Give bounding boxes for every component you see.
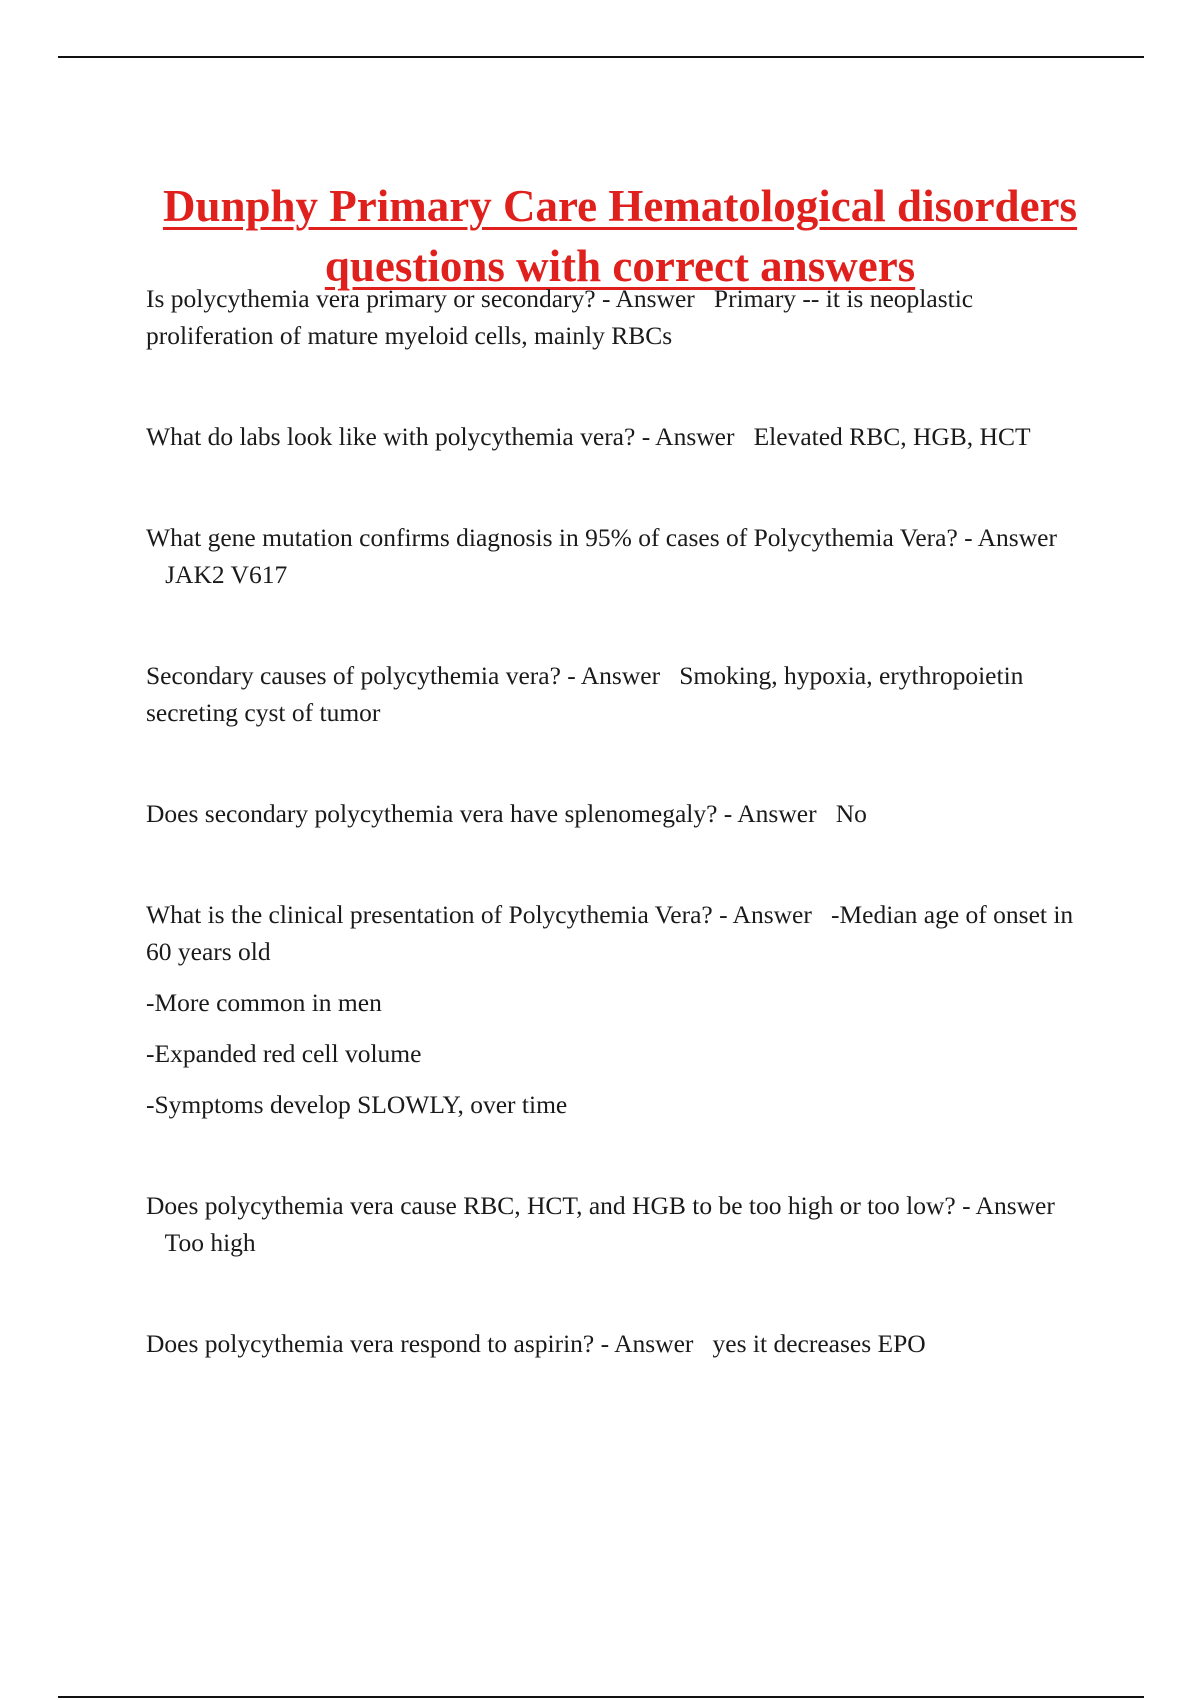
qa-item (146, 657, 1096, 731)
answer-text: JAK2 V617 (165, 560, 288, 589)
question-text: What gene mutation confirms diagnosis in 95% of cases of Polycythemia Vera? (146, 523, 958, 552)
qa-text (146, 519, 1096, 593)
qa-item (146, 418, 1096, 455)
document-title: Dunphy Primary Care Hematological disorders questions with correct answers (162, 181, 1078, 292)
qa-text (146, 1187, 1096, 1261)
answer-label: - Answer (719, 900, 812, 929)
qa-text (146, 280, 1096, 354)
answer-bullet: -Symptoms develop SLOWLY, over time (146, 1090, 568, 1119)
qa-list (146, 280, 1096, 1426)
answer-text: Smoking, hypoxia, erythropoietin secreting cyst of tumor (146, 661, 1024, 727)
question-text: Does polycythemia vera cause RBC, HCT, and HGB to be too high or too low? (146, 1191, 956, 1220)
bottom-rule (58, 1696, 1144, 1698)
top-rule (58, 56, 1144, 58)
qa-text (146, 657, 1096, 731)
answer-label: - Answer (723, 799, 817, 828)
qa-text (146, 418, 1096, 455)
answer-text: Too high (164, 1228, 256, 1257)
answer-text: Primary -- it is neoplastic proliferation of mature myeloid cells, mainly RBCs (146, 284, 974, 350)
qa-text (146, 1325, 1096, 1362)
answer-text: Elevated RBC, HGB, HCT (753, 422, 1031, 451)
answer-label: - Answer (962, 1191, 1055, 1220)
question-text: Does polycythemia vera respond to aspirin? (146, 1329, 595, 1358)
question-text: Does secondary polycythemia vera have splenomegaly? (146, 799, 718, 828)
answer-bullet: -Expanded red cell volume (146, 1039, 422, 1068)
qa-item (146, 280, 1096, 354)
answer-bullet: -More common in men (146, 988, 382, 1017)
answer-text: No (835, 799, 867, 828)
qa-item (146, 896, 1096, 1123)
question-text: Secondary causes of polycythemia vera? (146, 661, 561, 690)
qa-item (146, 1325, 1096, 1362)
qa-item (146, 1187, 1096, 1261)
qa-item (146, 519, 1096, 593)
answer-label: - Answer (600, 1329, 694, 1358)
question-text: What do labs look like with polycythemia vera? (146, 422, 636, 451)
question-text: What is the clinical presentation of Polycythemia Vera? (146, 900, 713, 929)
qa-item (146, 795, 1096, 832)
answer-text: yes it decreases EPO (712, 1329, 926, 1358)
question-text: Is polycythemia vera primary or secondary? (146, 284, 596, 313)
answer-label: - Answer (641, 422, 735, 451)
answer-text: -Median age of onset in 60 years old (146, 900, 1074, 966)
answer-label: - Answer (964, 523, 1057, 552)
qa-text (146, 795, 1096, 832)
qa-text (146, 896, 1096, 970)
answer-label: - Answer (602, 284, 695, 313)
answer-label: - Answer (567, 661, 661, 690)
